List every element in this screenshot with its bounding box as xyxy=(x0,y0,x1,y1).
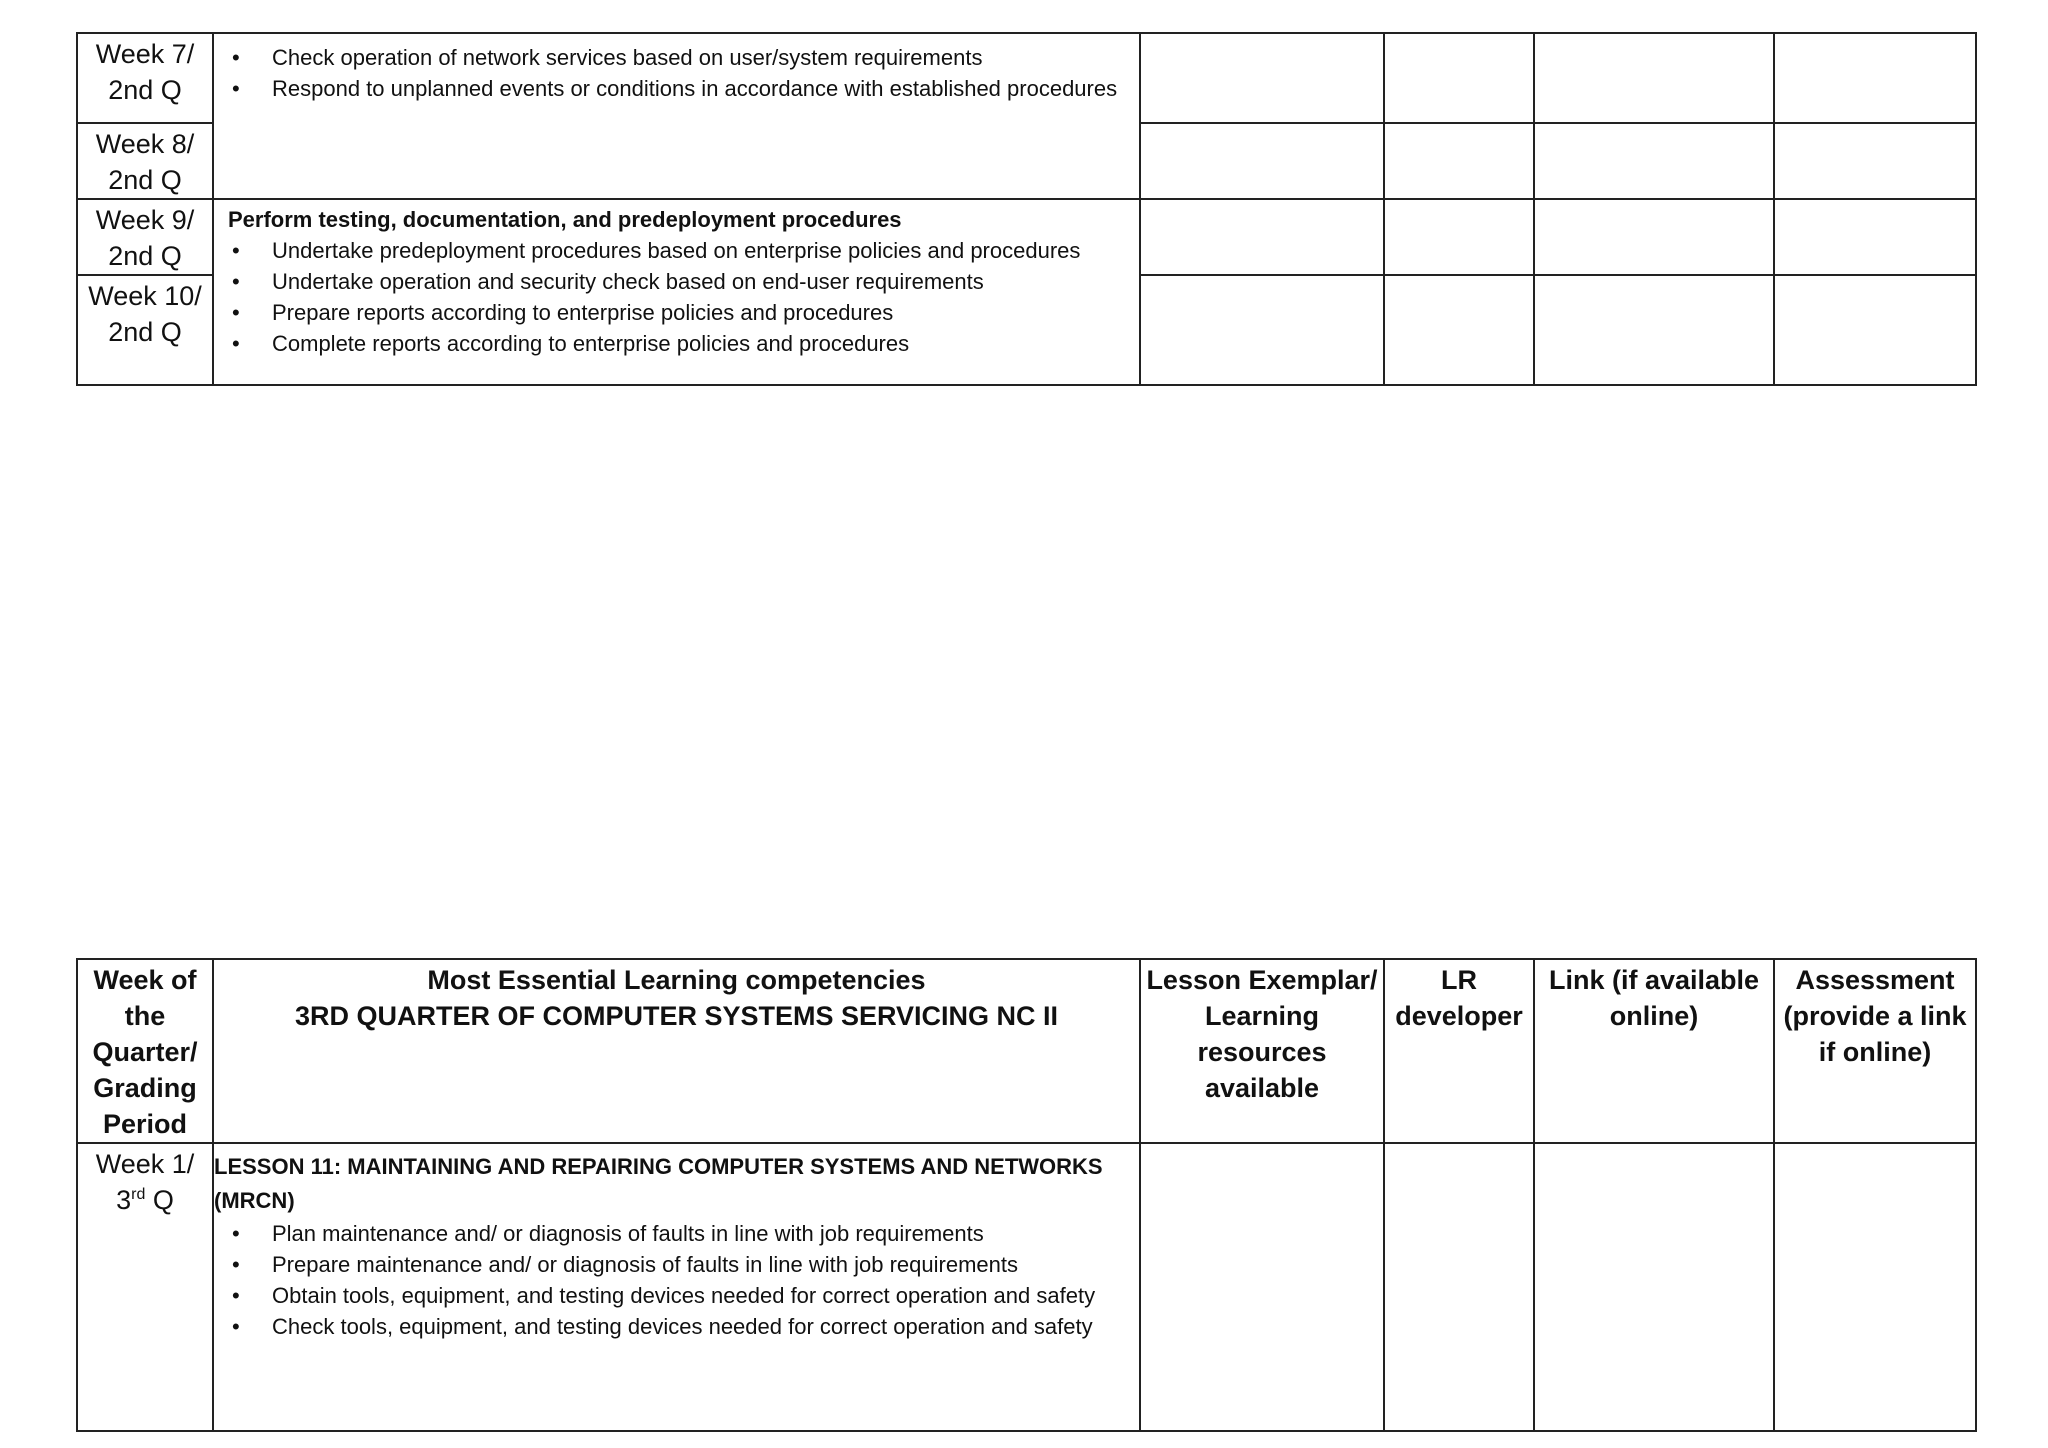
link-cell xyxy=(1534,275,1774,385)
header-row xyxy=(77,959,1976,1143)
week-number: 3 xyxy=(116,1185,132,1215)
competency-item: • Plan maintenance and/ or diagnosis of faults in line with job requirements xyxy=(272,1218,1127,1249)
melc-header xyxy=(213,959,1140,1143)
lr-developer-header: LR developer xyxy=(1384,959,1534,1143)
lesson-exemplar-cell xyxy=(1140,123,1384,199)
week-cell: Week 10/ 2nd Q xyxy=(77,275,213,385)
melc-header-subtitle: 3RD QUARTER OF COMPUTER SYSTEMS SERVICING NC II xyxy=(294,1001,1059,1031)
assessment-cell xyxy=(1774,275,1976,385)
competency-list xyxy=(228,235,1127,359)
competency-item: • Complete reports according to enterprise policies and procedures xyxy=(272,328,1127,359)
lr-developer-cell xyxy=(1384,199,1534,275)
competency-cell xyxy=(213,199,1140,385)
link-header: Link (if available online) xyxy=(1534,959,1774,1143)
competency-table-q2 xyxy=(76,32,1977,386)
lr-developer-cell xyxy=(1384,123,1534,199)
competency-list xyxy=(228,42,1127,104)
week-cell: Week 9/ 2nd Q xyxy=(77,199,213,275)
week-header: Week of the Quarter/ Grading Period xyxy=(77,959,213,1143)
table-row xyxy=(77,1143,1976,1431)
competency-item: • Respond to unplanned events or conditions in accordance with established procedures xyxy=(272,73,1127,104)
lr-developer-cell xyxy=(1384,1143,1534,1431)
table-row xyxy=(77,33,1976,123)
week-cell xyxy=(77,1143,213,1431)
assessment-cell xyxy=(1774,33,1976,123)
lr-developer-cell xyxy=(1384,275,1534,385)
assessment-cell xyxy=(1774,1143,1976,1431)
competency-item: • Prepare reports according to enterprise policies and procedures xyxy=(272,297,1127,328)
assessment-header: Assessment (provide a link if online) xyxy=(1774,959,1976,1143)
lesson-exemplar-cell xyxy=(1140,1143,1384,1431)
competency-heading: Perform testing, documentation, and predeployment procedures xyxy=(228,207,902,232)
assessment-cell xyxy=(1774,123,1976,199)
competency-cell xyxy=(213,1143,1140,1431)
melc-header-title: Most Essential Learning competencies xyxy=(427,965,926,995)
competency-cell xyxy=(213,33,1140,199)
lesson-exemplar-cell xyxy=(1140,199,1384,275)
week-cell: Week 8/ 2nd Q xyxy=(77,123,213,199)
assessment-cell xyxy=(1774,199,1976,275)
competency-item: • Prepare maintenance and/ or diagnosis of faults in line with job requirements xyxy=(272,1249,1127,1280)
competency-item: • Undertake predeployment procedures based on enterprise policies and procedures xyxy=(272,235,1127,266)
competency-item: • Obtain tools, equipment, and testing devices needed for correct operation and safety xyxy=(272,1280,1127,1311)
lesson-exemplar-cell xyxy=(1140,275,1384,385)
lesson-heading: LESSON 11: MAINTAINING AND REPAIRING COMPUTER SYSTEMS AND NETWORKS (MRCN) xyxy=(214,1154,1103,1213)
lesson-exemplar-header: Lesson Exemplar/ Learning resources available xyxy=(1140,959,1384,1143)
competency-item: • Undertake operation and security check based on end-user requirements xyxy=(272,266,1127,297)
week-label: Week 1/ xyxy=(95,1149,195,1179)
link-cell xyxy=(1534,123,1774,199)
competency-list xyxy=(228,1218,1127,1342)
week-quarter: Q xyxy=(145,1185,174,1215)
lesson-exemplar-cell xyxy=(1140,33,1384,123)
lr-developer-cell xyxy=(1384,33,1534,123)
link-cell xyxy=(1534,199,1774,275)
competency-item: • Check tools, equipment, and testing devices needed for correct operation and safety xyxy=(272,1311,1127,1342)
table-row xyxy=(77,199,1976,275)
link-cell xyxy=(1534,1143,1774,1431)
competency-item: • Check operation of network services based on user/system requirements xyxy=(272,42,1127,73)
link-cell xyxy=(1534,33,1774,123)
competency-table-q3 xyxy=(76,958,1977,1432)
week-cell: Week 7/ 2nd Q xyxy=(77,33,213,123)
week-ordinal: rd xyxy=(131,1186,146,1203)
